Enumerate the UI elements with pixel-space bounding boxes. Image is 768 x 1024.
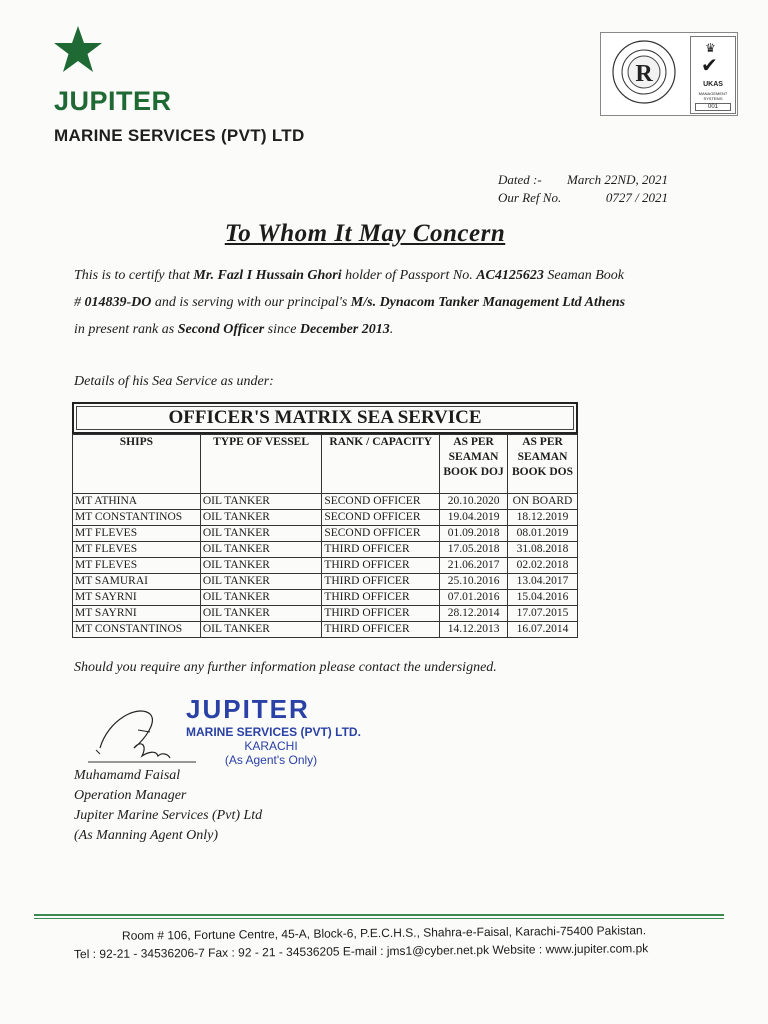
paragraph-text: and is serving with our principal's [151, 295, 351, 310]
crown-icon: ♛ [705, 41, 716, 55]
table-cell: 19.04.2019 [440, 510, 508, 526]
sea-service-grid [72, 434, 578, 638]
paragraph-text: since [264, 322, 300, 337]
dated-label: Dated :- [498, 172, 542, 187]
table-cell: 13.04.2017 [508, 574, 578, 590]
table-row [73, 494, 578, 510]
table-cell: MT ATHINA [73, 494, 201, 510]
footer-contact: Tel : 92-21 - 34536206-7 Fax : 92 - 21 - 34536205 E-mail : jms1@cyber.net.pk Website : www.jupiter.com.pk [73, 941, 649, 962]
handwritten-signature [78, 700, 198, 770]
table-row [73, 558, 578, 574]
signer-title: Operation Manager [74, 788, 187, 803]
table-cell: 01.09.2018 [440, 526, 508, 542]
company-stamp [186, 694, 361, 767]
header-dos: AS PER SEAMAN BOOK DOS [508, 435, 578, 494]
table-cell: 20.10.2020 [440, 494, 508, 510]
table-cell: 14.12.2013 [440, 622, 508, 638]
table-cell: 15.04.2016 [508, 590, 578, 606]
table-cell: THIRD OFFICER [322, 574, 440, 590]
table-row [73, 526, 578, 542]
table-header-row [73, 435, 578, 494]
table-cell: MT SAYRNI [73, 606, 201, 622]
stamp-city: KARACHI [244, 739, 298, 753]
company-subtitle: MARINE SERVICES (PVT) LTD [54, 126, 305, 145]
table-cell: ON BOARD [508, 494, 578, 510]
table-cell: MT SAMURAI [73, 574, 201, 590]
paragraph-text: in present rank as [74, 322, 178, 337]
table-cell: OIL TANKER [200, 558, 321, 574]
ukas-label: UKAS [703, 81, 723, 88]
table-cell: 17.05.2018 [440, 542, 508, 558]
signer-note: (As Manning Agent Only) [74, 828, 218, 843]
table-row [73, 574, 578, 590]
table-row [73, 590, 578, 606]
table-cell: OIL TANKER [200, 510, 321, 526]
ref-value: 0727 / 2021 [605, 190, 668, 205]
table-cell: THIRD OFFICER [322, 590, 440, 606]
table-cell: 25.10.2016 [440, 574, 508, 590]
details-label: Details of his Sea Service as under: [74, 374, 274, 389]
ukas-mark [690, 36, 736, 114]
header-doj: AS PER SEAMAN BOOK DOJ [440, 435, 508, 494]
table-cell: MT CONSTANTINOS [73, 622, 201, 638]
header-ships: SHIPS [73, 435, 201, 494]
table-cell: OIL TANKER [200, 606, 321, 622]
table-cell: MT FLEVES [73, 542, 201, 558]
seaman-book-number: 014839-DO [84, 295, 152, 310]
ukas-number: 001 [695, 103, 731, 111]
dated-value: March 22ND, 2021 [567, 172, 668, 187]
footer-address: Room # 106, Fortune Centre, 45-A, Block-6, P.E.C.H.S., Shahra-e-Faisal, Karachi-75400 Pakistan. [121, 923, 647, 943]
table-cell: SECOND OFFICER [322, 526, 440, 542]
table-cell: SECOND OFFICER [322, 494, 440, 510]
table-cell: MT FLEVES [73, 558, 201, 574]
table-cell: 18.12.2019 [508, 510, 578, 526]
svg-text:R: R [635, 61, 653, 87]
current-rank: Second Officer [177, 322, 265, 337]
table-row [73, 606, 578, 622]
paragraph-text: Seaman Book # [74, 268, 624, 310]
sea-service-table [72, 402, 578, 638]
table-cell: MT CONSTANTINOS [73, 510, 201, 526]
stamp-company: JUPITER [186, 694, 310, 724]
table-cell: OIL TANKER [200, 590, 321, 606]
table-cell: 21.06.2017 [440, 558, 508, 574]
table-row [73, 622, 578, 638]
closing-sentence: Should you require any further information please contact the undersigned. [74, 660, 497, 675]
table-cell: 08.01.2019 [508, 526, 578, 542]
company-name: JUPITER [54, 86, 172, 116]
table-row [73, 542, 578, 558]
quality-assurance-seal-icon [606, 36, 686, 108]
signer-company: Jupiter Marine Services (Pvt) Ltd [74, 808, 263, 823]
table-cell: 02.02.2018 [508, 558, 578, 574]
page-title: To Whom It May Concern [224, 220, 506, 247]
table-cell: 28.12.2014 [440, 606, 508, 622]
paragraph-text: holder of Passport No. [341, 268, 477, 283]
passport-number: AC4125623 [476, 268, 544, 283]
paragraph-text: This is to certify that [74, 268, 194, 283]
table-cell: OIL TANKER [200, 622, 321, 638]
table-cell: THIRD OFFICER [322, 558, 440, 574]
table-cell: OIL TANKER [200, 526, 321, 542]
table-cell: THIRD OFFICER [322, 606, 440, 622]
since-date: December 2013 [299, 322, 390, 337]
table-cell: 16.07.2014 [508, 622, 578, 638]
footer-divider [34, 914, 724, 916]
table-cell: THIRD OFFICER [322, 542, 440, 558]
ref-label: Our Ref No. [498, 190, 562, 205]
table-cell: OIL TANKER [200, 494, 321, 510]
ukas-small-text: MANAGEMENT SYSTEMS [698, 91, 728, 101]
table-cell: 31.08.2018 [508, 542, 578, 558]
signer-block [74, 766, 262, 846]
certification-paragraph [74, 262, 634, 343]
table-cell: OIL TANKER [200, 542, 321, 558]
stamp-note: (As Agent's Only) [224, 753, 318, 767]
table-cell: 07.01.2016 [440, 590, 508, 606]
table-cell: MT SAYRNI [73, 590, 201, 606]
footer-divider-thin [34, 918, 724, 919]
star-logo-icon [52, 24, 104, 76]
header-type: TYPE OF VESSEL [200, 435, 321, 494]
table-row [73, 510, 578, 526]
table-cell: THIRD OFFICER [322, 622, 440, 638]
paragraph-text: . [389, 322, 394, 337]
table-title: OFFICER'S MATRIX SEA SERVICE [72, 402, 578, 434]
table-cell: 17.07.2015 [508, 606, 578, 622]
table-cell: OIL TANKER [200, 574, 321, 590]
principal-name: M/s. Dynacom Tanker Management Ltd Athens [350, 295, 626, 310]
signer-name: Muhamamd Faisal [74, 768, 181, 783]
stamp-subtitle: MARINE SERVICES (PVT) LTD. [186, 725, 361, 739]
table-cell: MT FLEVES [73, 526, 201, 542]
person-name: Mr. Fazl I Hussain Ghori [193, 268, 342, 283]
table-cell: SECOND OFFICER [322, 510, 440, 526]
checkmark-icon: ✔ [701, 53, 718, 77]
header-rank: RANK / CAPACITY [322, 435, 440, 494]
